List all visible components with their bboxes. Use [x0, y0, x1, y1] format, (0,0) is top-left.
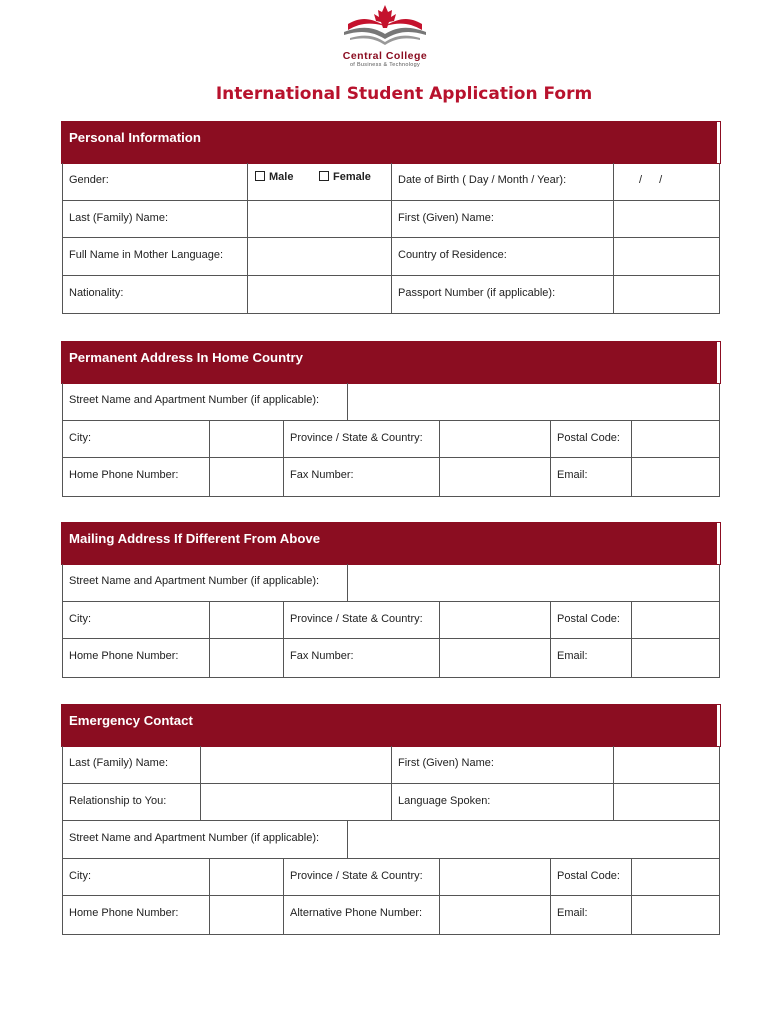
city-row: [63, 859, 719, 897]
nationality-row: [63, 276, 719, 314]
relationship-row: [63, 784, 719, 822]
passport-label: Passport Number (if applicable):: [398, 286, 556, 299]
city-input[interactable]: [210, 602, 283, 639]
relationship-input[interactable]: [201, 784, 391, 821]
home-phone-label: Home Phone Number:: [69, 469, 179, 481]
province-label: Province / State & Country:: [290, 612, 423, 625]
home-phone-input[interactable]: [210, 639, 283, 677]
city-row: [63, 602, 719, 640]
first-name-input[interactable]: [614, 201, 720, 238]
fax-input[interactable]: [440, 458, 550, 496]
name-row: [63, 201, 719, 239]
city-row: [63, 421, 719, 459]
email-label: Email:: [557, 907, 588, 919]
street-row: [63, 564, 719, 602]
college-logo: [330, 2, 440, 72]
emergency-contact-section: [62, 705, 720, 935]
last-name-label: Last (Family) Name:: [69, 211, 169, 224]
province-input[interactable]: [440, 602, 550, 639]
passport-input[interactable]: [614, 276, 720, 314]
logo-tagline: of Business & Technology: [349, 62, 421, 68]
gender-label: Gender:: [69, 174, 109, 186]
street-label: Street Name and Apartment Number (if applicable):: [69, 832, 320, 844]
mailing-address-section: [62, 523, 720, 678]
fax-input[interactable]: [440, 639, 550, 677]
home-phone-label: Home Phone Number:: [69, 650, 179, 662]
maple-book-icon: [330, 2, 440, 52]
section-header: Permanent Address In Home Country: [62, 342, 720, 383]
city-input[interactable]: [210, 859, 283, 896]
section-header: Emergency Contact: [62, 705, 720, 746]
email-input[interactable]: [632, 639, 720, 677]
fax-label: Fax Number:: [290, 469, 354, 481]
province-input[interactable]: [440, 859, 550, 896]
name-row: [63, 746, 719, 784]
female-checkbox[interactable]: [319, 171, 329, 181]
form-title: International Student Application Form: [215, 84, 593, 104]
postal-label: Postal Code:: [557, 869, 620, 882]
section-header: Personal Information: [62, 122, 720, 163]
permanent-address-section: [62, 342, 720, 497]
phone-row: [63, 639, 719, 677]
language-input[interactable]: [614, 784, 720, 821]
city-input[interactable]: [210, 421, 283, 458]
gender-row: [63, 163, 719, 201]
alt-phone-label: Alternative Phone Number:: [290, 907, 423, 919]
full-name-mother-label: Full Name in Mother Language:: [69, 249, 224, 261]
nationality-label: Nationality:: [69, 286, 124, 299]
street-input[interactable]: [348, 564, 720, 601]
postal-input[interactable]: [632, 602, 720, 639]
email-label: Email:: [557, 469, 588, 481]
personal-information-section: [62, 122, 720, 314]
first-name-input[interactable]: [614, 746, 720, 783]
street-input[interactable]: [348, 383, 720, 420]
section-header: Mailing Address If Different From Above: [62, 523, 720, 564]
dob-label: Date of Birth ( Day / Month / Year):: [398, 174, 567, 186]
postal-input[interactable]: [632, 859, 720, 896]
street-label: Street Name and Apartment Number (if applicable):: [69, 575, 320, 587]
phone-row: [63, 896, 719, 934]
first-name-label: First (Given) Name:: [398, 211, 494, 224]
postal-label: Postal Code:: [557, 612, 620, 625]
language-label: Language Spoken:: [398, 794, 491, 807]
street-label: Street Name and Apartment Number (if applicable):: [69, 394, 320, 406]
home-phone-input[interactable]: [210, 458, 283, 496]
postal-label: Postal Code:: [557, 431, 620, 444]
nationality-input[interactable]: [248, 276, 391, 314]
alt-phone-input[interactable]: [440, 896, 550, 934]
street-row: [63, 821, 719, 859]
last-name-label: Last (Family) Name:: [69, 757, 169, 769]
full-name-mother-input[interactable]: [248, 238, 391, 275]
street-row: [63, 383, 719, 421]
city-label: City:: [69, 612, 91, 625]
province-label: Province / State & Country:: [290, 869, 423, 882]
logo-name: Central College: [342, 50, 428, 62]
male-option[interactable]: [249, 163, 293, 200]
home-phone-label: Home Phone Number:: [69, 907, 179, 919]
phone-row: [63, 458, 719, 496]
female-option[interactable]: [313, 163, 371, 200]
city-label: City:: [69, 431, 91, 444]
postal-input[interactable]: [632, 421, 720, 458]
email-input[interactable]: [632, 458, 720, 496]
male-checkbox[interactable]: [255, 171, 265, 181]
male-label: Male: [269, 171, 294, 183]
female-label: Female: [333, 171, 371, 183]
first-name-label: First (Given) Name:: [398, 757, 494, 769]
city-label: City:: [69, 869, 91, 882]
country-residence-label: Country of Residence:: [398, 249, 507, 261]
last-name-input[interactable]: [201, 746, 391, 783]
street-input[interactable]: [348, 821, 720, 858]
email-label: Email:: [557, 650, 588, 662]
dob-input[interactable]: / /: [639, 174, 663, 186]
province-label: Province / State & Country:: [290, 431, 423, 444]
country-residence-input[interactable]: [614, 238, 720, 275]
province-input[interactable]: [440, 421, 550, 458]
email-input[interactable]: [632, 896, 720, 934]
relationship-label: Relationship to You:: [69, 794, 167, 807]
home-phone-input[interactable]: [210, 896, 283, 934]
last-name-input[interactable]: [248, 201, 391, 238]
mother-language-row: [63, 238, 719, 276]
fax-label: Fax Number:: [290, 650, 354, 662]
